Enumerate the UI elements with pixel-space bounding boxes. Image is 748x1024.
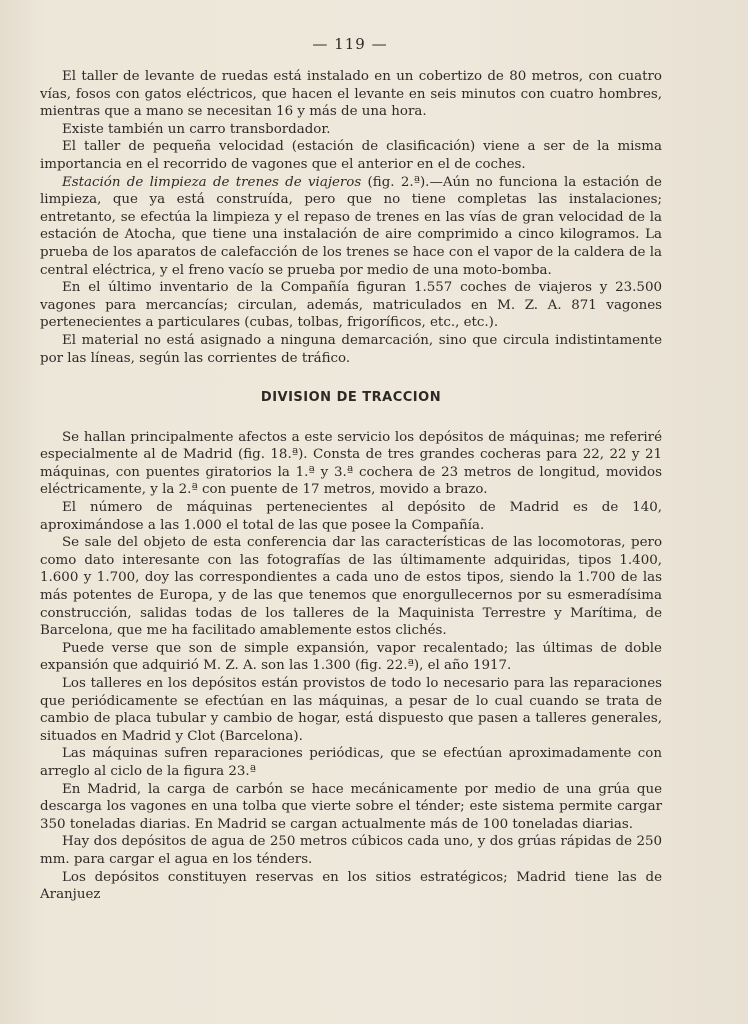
paragraph-run-in-title: Estación de limpieza de trenes de viajeros [62,174,362,190]
paragraph: Se sale del objeto de esta conferencia dar las características de las locomotoras, pero como dato interesante con las fotografías de las últimamente adquiridas, tipos 1.400, 1.600 y 1.700, doy las correspondientes a cada uno de estos tipos, siendo la 1.700 de las más potentes de Europa, y de las que tenemos que enorgullecernos por su esmeradísima construcción, salidas todas de los talleres de la Maquinista Terrestre y Marítima, de Barcelona, que me ha facilitado amablemente estos clichés. [40,535,662,639]
paragraph: Se hallan principalmente afectos a este servicio los depósitos de máquinas; me referiré especialmente al de Madrid (fig. 18.ª). Consta de tres grandes cocheras para 22, 22 y 21 máquinas, con puentes giratorios la 1.ª y 3.ª cochera de 23 metros de longitud, movidos eléctricamente, y la 2.ª con puente de 17 metros, movido a brazo. [40,429,662,498]
paragraph: Los depósitos constituyen reservas en los sitios estratégicos; Madrid tiene las de Aranjuez [40,869,662,903]
paragraph: Los talleres en los depósitos están provistos de todo lo necesario para las reparaciones que periódicamente se efectúan en las máquinas, a pesar de lo cual cuando se trata de cambio de placa tubular y cambio de hogar, está dispuesto que pasen a talleres generales, situados en Madrid y Clot (Barcelona). [40,676,662,744]
paragraph: El taller de pequeña velocidad (estación de clasificación) viene a ser de la misma importancia en el recorrido de vagones que el anterior en el de coches. [40,139,662,172]
paragraph: Puede verse que son de simple expansión, vapor recalentado; las últimas de doble expansión que adquirió M. Z. A. son las 1.300 (fig. 22.ª), el año 1917. [40,640,662,674]
paragraph: El número de máquinas pertenecientes al depósito de Madrid es de 140, aproximándose a las 1.000 el total de las que posee la Compañía. [40,500,662,533]
paragraph: El taller de levante de ruedas está instalado en un cobertizo de 80 metros, con cuatro vías, fosos con gatos eléctricos, que hacen el levante en seis minutos con cuatro hombres, mientras que a mano se necesitan 16 y más de una hora. [40,69,662,120]
page-number: — 119 — [312,35,388,53]
paragraph: En el último inventario de la Compañía figuran 1.557 coches de viajeros y 23.500 vagones para mercancías; circulan, además, matriculados en M. Z. A. 871 vagones pertenecientes a particulares (cubas, tolbas, frigoríficos, etc., etc.). [40,280,662,331]
paragraph: En Madrid, la carga de carbón se hace mecánicamente por medio de una grúa que descarga los vagones en una tolba que vierte sobre el ténder; este sistema permite cargar 350 toneladas diarias. En Madrid se cargan actualmente más de 100 toneladas diarias. [40,781,662,832]
paragraph: El material no está asignado a ninguna demarcación, sino que circula indistintamente por las líneas, según las corrientes de tráfico. [40,332,662,366]
paragraph-text: (fig. 2.ª).—Aún no funciona la estación de limpieza, que ya está construída, pero que no tiene completas las instalaciones; entretanto, se efectúa la limpieza y el repaso de trenes en las vías de gran velocidad de la estación de Atocha, que tiene una instalación de aire comprimido a cinco kilogramos. La prueba de los aparatos de calefacción de los trenes se hace con el vapor de la caldera de la central eléctrica, y el freno vacío se prueba por medio de una moto-bomba. [40,174,662,278]
paragraph-cleaning-station [40,174,662,280]
page-body [40,68,662,904]
section-heading: DIVISION DE TRACCION [260,390,442,406]
paragraph: Hay dos depósitos de agua de 250 metros cúbicos cada uno, y dos grúas rápidas de 250 mm. para cargar el agua en los ténders. [40,834,662,867]
paragraph: Las máquinas sufren reparaciones periódicas, que se efectúan aproximadamente con arreglo al ciclo de la figura 23.ª [40,746,662,779]
paragraph: Existe también un carro transbordador. [62,121,331,137]
